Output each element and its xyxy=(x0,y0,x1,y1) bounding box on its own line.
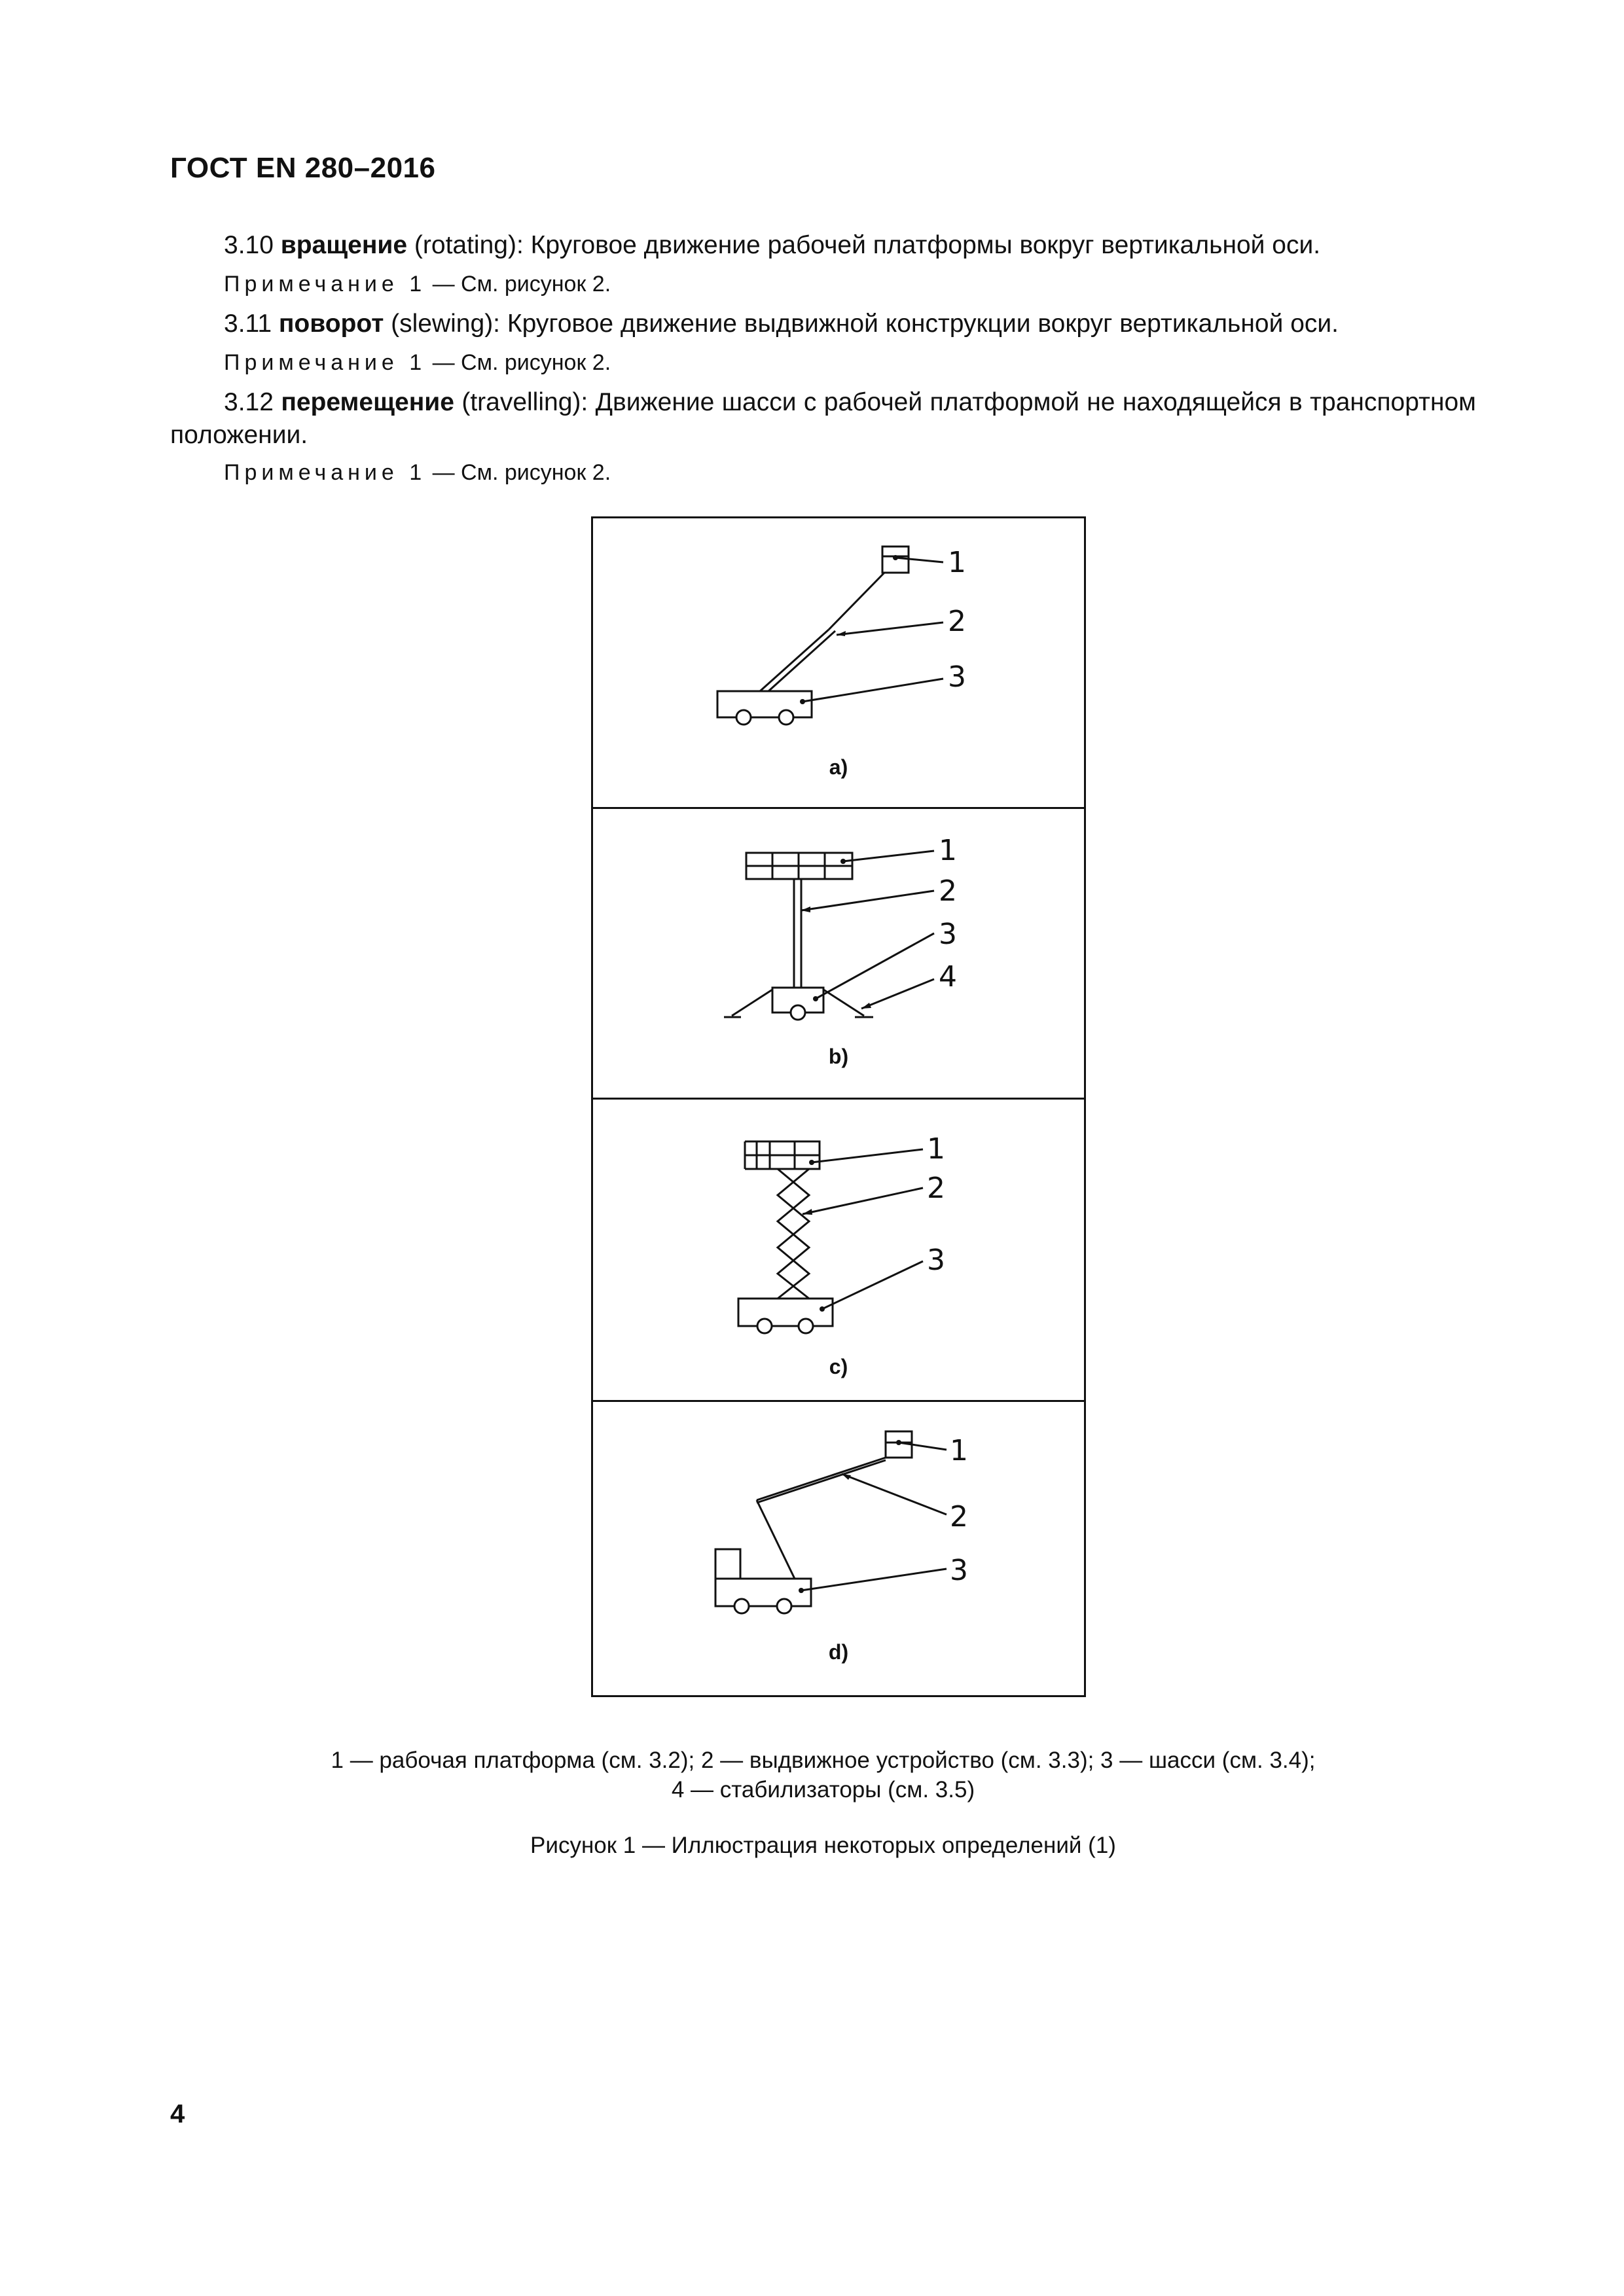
definition-number: 3.10 xyxy=(224,231,274,259)
note-label: Примечание 1 xyxy=(224,460,427,485)
figure-panel-c xyxy=(593,1100,1084,1402)
wheel xyxy=(791,1005,805,1020)
figure-caption: Рисунок 1 — Иллюстрация некоторых определений (1) xyxy=(530,1833,1116,1858)
boom-lower xyxy=(760,630,829,691)
definition-number: 3.12 xyxy=(224,388,274,416)
truck-cab xyxy=(715,1549,740,1579)
wheel xyxy=(736,710,751,725)
callout-1: 1 xyxy=(927,1132,945,1166)
wheel xyxy=(777,1599,791,1613)
figure-panel-a xyxy=(593,518,1084,809)
wheel xyxy=(779,710,793,725)
callout-1: 1 xyxy=(950,1434,968,1467)
definition-english: (slewing): xyxy=(391,310,501,338)
legend-line-2: 4 — стабилизаторы (см. 3.5) xyxy=(671,1777,975,1803)
definition-text: Круговое движение рабочей платформы вокруг вертикальной оси. xyxy=(530,231,1321,259)
figure-panel-d xyxy=(593,1402,1084,1695)
leader-line-2 xyxy=(801,891,934,910)
panel-label-c: c) xyxy=(829,1355,848,1378)
callout-3: 3 xyxy=(950,1554,968,1587)
callout-2: 2 xyxy=(927,1172,945,1205)
leader-line-1 xyxy=(895,558,943,562)
leader-line-2 xyxy=(842,1474,947,1515)
definition-3-11 xyxy=(170,308,1476,340)
note-text: — См. рисунок 2. xyxy=(432,350,611,375)
leader-line-2 xyxy=(803,1188,923,1214)
leader-line-1 xyxy=(899,1443,947,1450)
callout-3: 3 xyxy=(939,918,957,951)
callout-3: 3 xyxy=(948,660,966,694)
definition-term: перемещение xyxy=(281,388,454,416)
callout-4: 4 xyxy=(939,960,957,994)
page-number: 4 xyxy=(170,2100,185,2128)
legend-line-1: 1 — рабочая платформа (см. 3.2); 2 — выдвижное устройство (см. 3.3); 3 — шасси (см. 3.4); xyxy=(331,1748,1316,1773)
leader-line-2 xyxy=(837,622,943,635)
definition-text: Движение шасси с рабочей платформой не находящейся в транспортном положении. xyxy=(170,388,1476,449)
callout-2: 2 xyxy=(939,874,957,908)
arrowhead xyxy=(861,1003,871,1009)
callout-1: 1 xyxy=(948,546,966,579)
scissor-link xyxy=(778,1169,809,1299)
definition-term: поворот xyxy=(278,310,384,338)
wheel xyxy=(734,1599,749,1613)
definition-english: (rotating): xyxy=(414,231,524,259)
note-3-11 xyxy=(224,348,611,377)
wheel xyxy=(799,1319,813,1333)
wheel xyxy=(757,1319,772,1333)
figure-1-frame xyxy=(591,516,1086,1697)
definition-3-12 xyxy=(170,386,1476,452)
note-label: Примечание 1 xyxy=(224,272,427,296)
leader-line-3 xyxy=(801,1569,947,1590)
leader-line-3 xyxy=(822,1261,923,1309)
note-3-10 xyxy=(224,270,611,298)
stabilizer-right xyxy=(823,990,864,1016)
definition-3-10 xyxy=(170,229,1476,262)
note-text: — См. рисунок 2. xyxy=(432,460,611,485)
callout-2: 2 xyxy=(948,605,966,638)
stabilizer-left xyxy=(732,990,772,1016)
arrowhead xyxy=(803,1209,812,1215)
note-label: Примечание 1 xyxy=(224,350,427,375)
note-text: — См. рисунок 2. xyxy=(432,272,611,296)
document-header: ГОСТ EN 280–2016 xyxy=(170,152,436,184)
boom-lower xyxy=(768,631,835,691)
panel-label-b: b) xyxy=(828,1045,849,1068)
boom-lower xyxy=(757,1500,795,1579)
figure-panel-b xyxy=(593,809,1084,1100)
note-3-12 xyxy=(224,458,611,487)
leader-line-4 xyxy=(861,979,934,1009)
callout-3: 3 xyxy=(927,1244,945,1277)
leader-line-1 xyxy=(812,1149,923,1162)
chassis-body xyxy=(717,691,812,717)
panel-label-d: d) xyxy=(828,1640,849,1664)
arrowhead xyxy=(842,1474,851,1480)
definition-text: Круговое движение выдвижной конструкции вокруг вертикальной оси. xyxy=(507,310,1339,338)
leader-line-3 xyxy=(803,679,943,702)
boom-upper xyxy=(757,1458,886,1500)
panel-label-a: a) xyxy=(829,755,848,779)
leader-line-3 xyxy=(816,933,934,999)
truck-body xyxy=(715,1579,811,1606)
definition-number: 3.11 xyxy=(224,310,272,338)
boom-upper xyxy=(829,573,884,630)
chassis-body xyxy=(738,1299,833,1326)
leader-line-1 xyxy=(843,851,934,861)
callout-1: 1 xyxy=(939,834,957,867)
definition-english: (travelling): xyxy=(461,388,588,416)
definition-term: вращение xyxy=(280,231,408,259)
callout-2: 2 xyxy=(950,1500,968,1534)
figure-legend xyxy=(170,1746,1476,1804)
